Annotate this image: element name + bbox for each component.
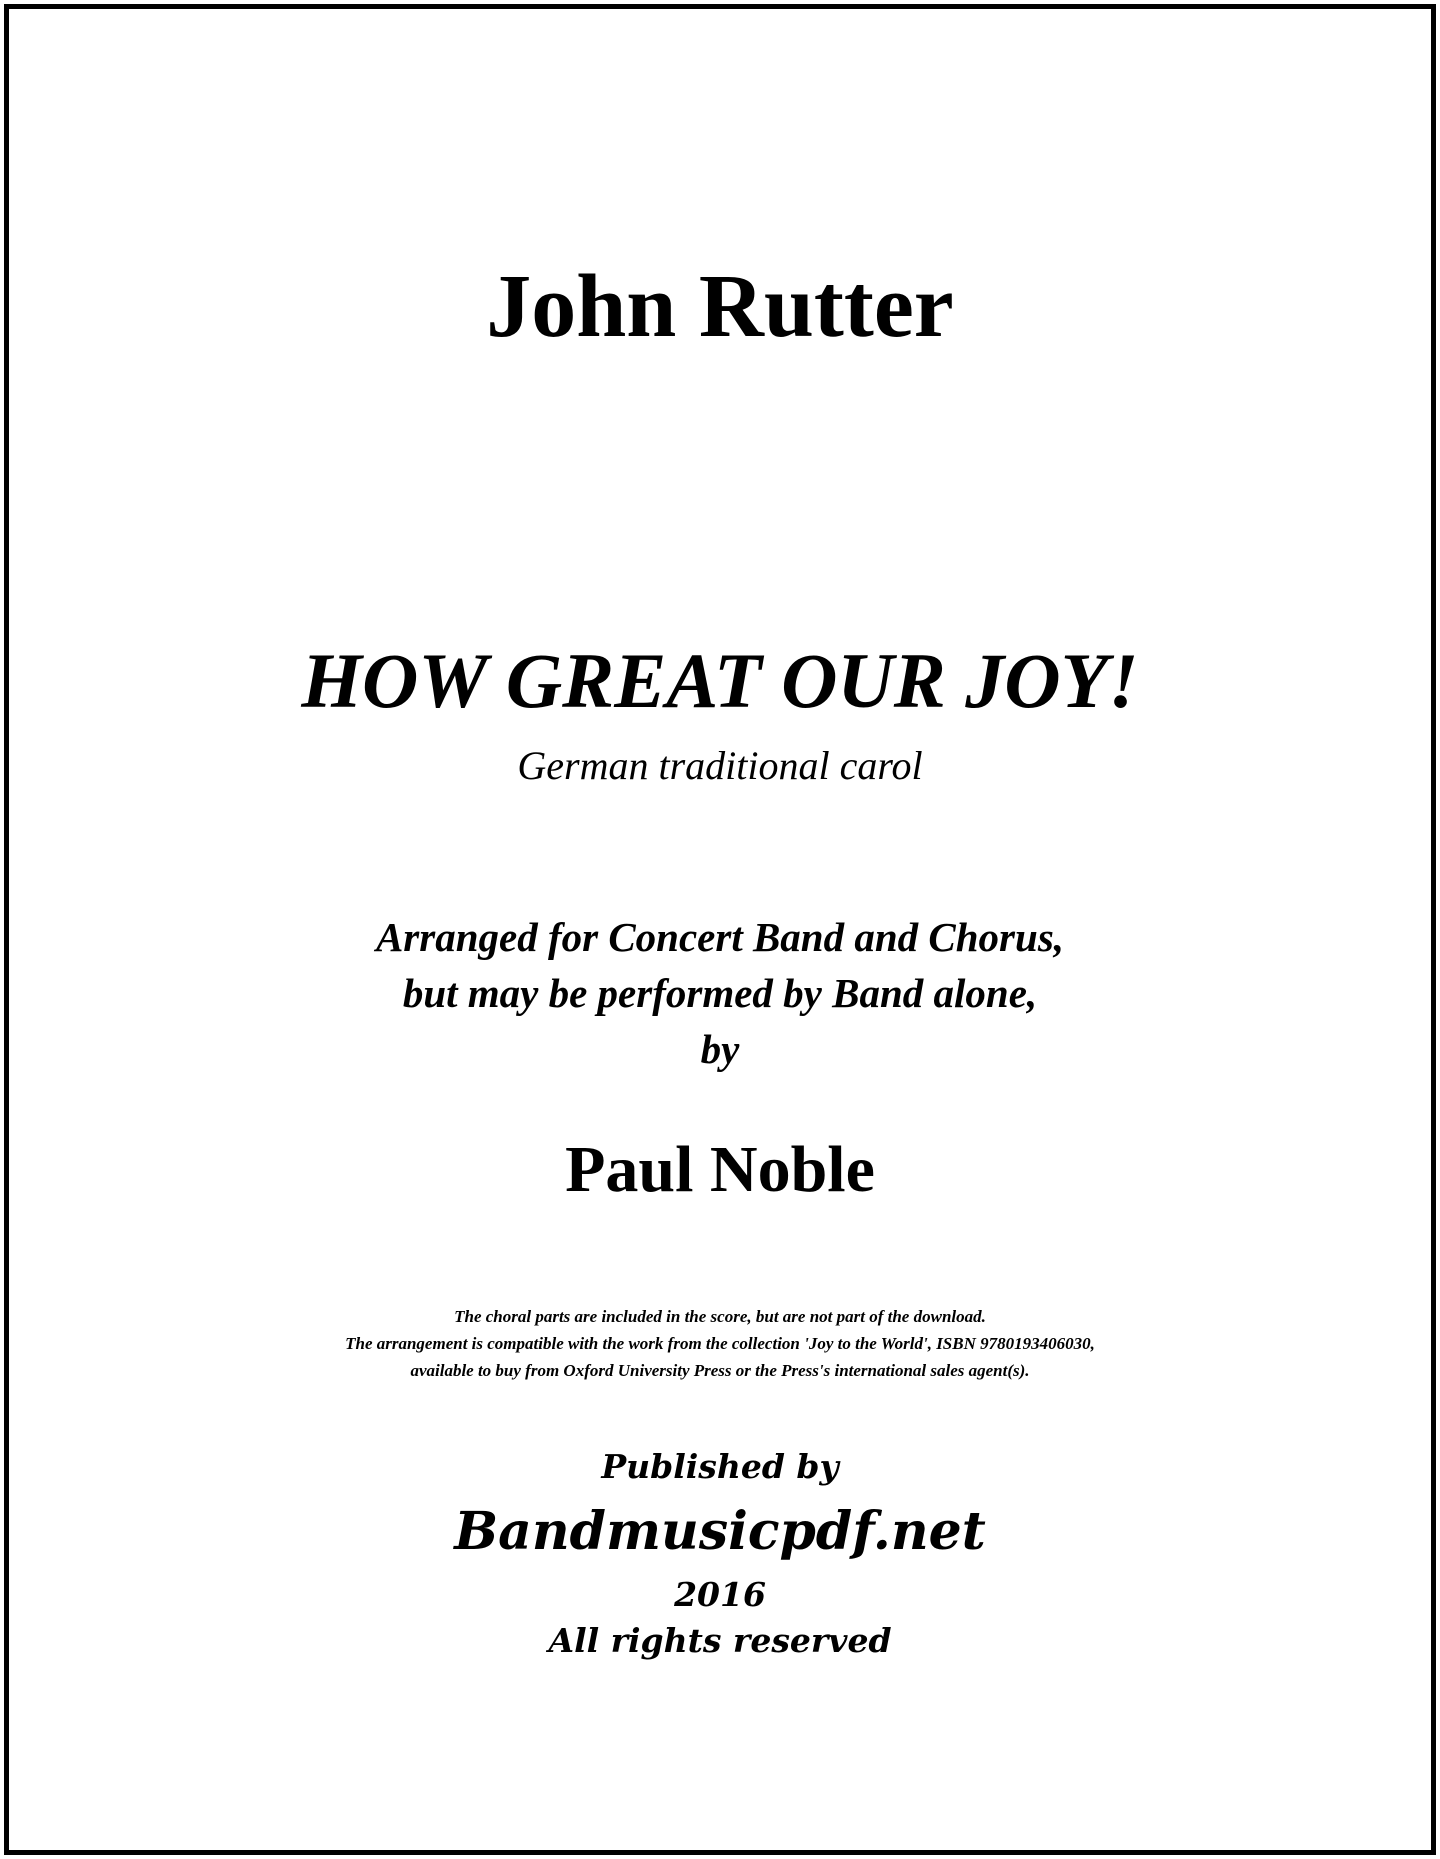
arrangement-line: Arranged for Concert Band and Chorus,: [375, 914, 1065, 960]
publisher-name: Bandmusicpdf.net: [454, 1501, 986, 1562]
publication-year: 2016: [674, 1575, 766, 1614]
arrangement-line: by: [700, 1026, 740, 1072]
rights-notice: All rights reserved: [548, 1621, 892, 1660]
piece-subtitle: German traditional carol: [517, 743, 923, 788]
fine-print-line: The choral parts are included in the score, but are not part of the download.: [454, 1307, 986, 1326]
arranger-name: Paul Noble: [565, 1133, 875, 1206]
published-by-label: Published by: [601, 1447, 839, 1486]
piece-title: HOW GREAT OUR JOY!: [301, 637, 1139, 724]
arrangement-line: but may be performed by Band alone,: [402, 970, 1038, 1016]
cover-page: [4, 4, 1436, 1855]
fine-print-line: The arrangement is compatible with the work from the collection 'Joy to the World', ISBN 9780193406030,: [345, 1334, 1095, 1353]
fine-print-line: available to buy from Oxford University Press or the Press's international sales agent(s).: [410, 1361, 1030, 1380]
composer-name: John Rutter: [486, 257, 954, 356]
